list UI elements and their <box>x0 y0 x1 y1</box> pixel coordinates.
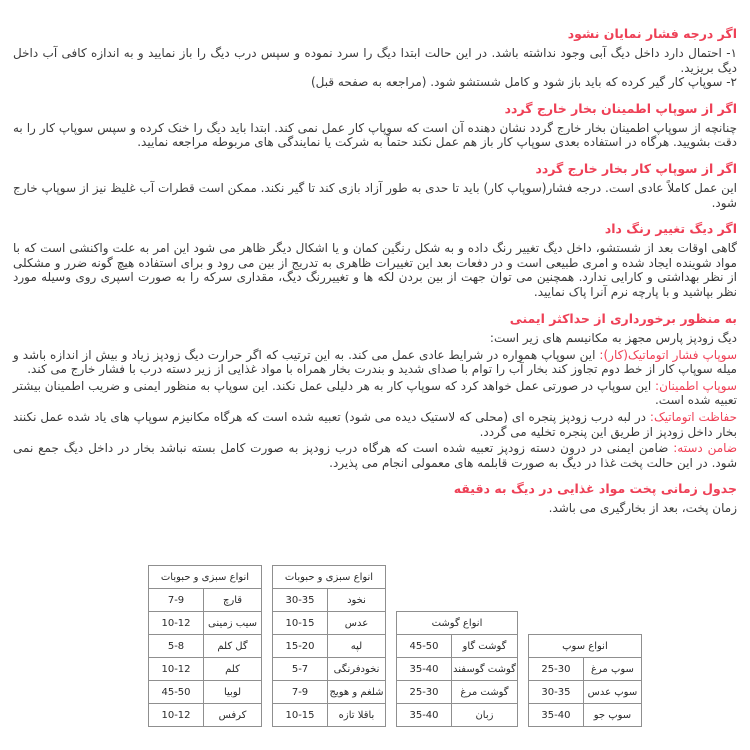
time-cell: 30-35 <box>528 681 583 704</box>
table-row <box>273 589 386 612</box>
mechanism-label: حفاظت اتوماتیک: <box>649 409 737 424</box>
time-cell: 5-8 <box>149 635 204 658</box>
table-row <box>273 612 386 635</box>
mechanism-text: این سوپاپ در صورتی عمل خواهد کرد که سوپاپ کار به هر دلیلی عمل نکند. این سوپاپ به منظور ایمنی و ضریب اطمینان بیشتر تعبیه شده است. <box>13 378 737 408</box>
time-cell: 10-15 <box>273 704 328 727</box>
cooking-time-tables <box>148 565 642 727</box>
table-row <box>149 612 262 635</box>
mechanism-label: سوپاپ اطمینان: <box>655 378 737 393</box>
table-header: انواع سوپ <box>528 635 641 658</box>
time-cell: 25-30 <box>397 681 452 704</box>
mechanism-label: ضامن دسته: <box>673 441 738 456</box>
food-cell: عدس <box>328 612 386 635</box>
table-row <box>149 635 262 658</box>
table-row <box>149 681 262 704</box>
time-cell: 30-35 <box>273 589 328 612</box>
section-heading-pot-discoloration: اگر دیگ تغییر رنگ داد <box>604 221 737 237</box>
table-header-row <box>528 635 641 658</box>
mechanism-label: سوپاپ فشار اتوماتیک(کار): <box>599 347 738 362</box>
mechanism-text: ضامن ایمنی در درون دسته زودپز تعبیه شده است که هرگاه درب زودپز به صورت کامل بسته نباشد بخار در داخل دیگ جمع نمی شود. در این حالت پخت غذا در دیگ به صورت قابلمه های معمولی انجام می پذیرد. <box>13 441 737 470</box>
table-row <box>397 681 518 704</box>
time-cell: 35-40 <box>397 658 452 681</box>
paragraph: ۱- احتمال دارد داخل دیگ آبی وجود نداشته باشد. در این حالت ابتدا دیگ را سرد نموده و سپس درب دیگ را باز نمایید و به اندازه کافی آب داخل دیگ بریزید. <box>13 46 737 75</box>
table-row <box>149 589 262 612</box>
food-cell: گوشت مرغ <box>452 681 518 704</box>
time-cell: 7-9 <box>149 589 204 612</box>
paragraph: گاهی اوقات بعد از شستشو، داخل دیگ تغییر رنگ داده و به شکل رنگین کمان و یا اشکال دیگر ظاهر می شود این امر به علت واکنشی است که با مواد شوینده ایجاد شده و امری طبیعی است و در دفعات بعد این تغییرات ظاهری به تدریج از بین می رود و برای استفاده هیچ گونه ضرر و مشکلی از نظر بهداشتی و کارایی ندارد. همچنین می توان جهت از بین بردن لکه ها و تغییررنگ دیگ، مقداری سرکه را به صورت اسپری روی وسیله مورد نظر بپاشید و با پارچه نرم آنرا پاک نمایید. <box>13 241 737 299</box>
vegetables-legumes-table-2 <box>272 565 386 727</box>
table-row <box>528 658 641 681</box>
time-cell: 5-7 <box>273 658 328 681</box>
food-cell: نخودفرنگی <box>328 658 386 681</box>
table-row <box>273 704 386 727</box>
meat-table <box>396 611 518 727</box>
vegetables-legumes-table-1 <box>148 565 262 727</box>
food-cell: باقلا تازه <box>328 704 386 727</box>
table-header: انواع سبزی و حبوبات <box>273 566 386 589</box>
food-cell: قارچ <box>204 589 262 612</box>
table-row <box>273 681 386 704</box>
section-heading-cooking-time-table: جدول زمانی پخت مواد غذایی در دیگ به دقیقه <box>453 481 737 497</box>
food-cell: گوشت گوسفند <box>452 658 518 681</box>
food-cell: کرفس <box>204 704 262 727</box>
food-cell: کلم <box>204 658 262 681</box>
time-cell: 35-40 <box>528 704 583 727</box>
table-row <box>397 704 518 727</box>
food-cell: سوپ مرغ <box>583 658 641 681</box>
time-cell: 10-12 <box>149 704 204 727</box>
food-cell: سوپ جو <box>583 704 641 727</box>
mechanism-auto-protection <box>13 410 737 439</box>
mechanism-handle-latch <box>13 441 737 470</box>
table-row <box>397 658 518 681</box>
time-cell: 10-15 <box>273 612 328 635</box>
time-cell: 15-20 <box>273 635 328 658</box>
food-cell: گل کلم <box>204 635 262 658</box>
mechanism-auto-pressure-valve <box>13 348 737 377</box>
time-cell: 45-50 <box>397 635 452 658</box>
food-cell: سیب زمینی <box>204 612 262 635</box>
food-cell: زبان <box>452 704 518 727</box>
mechanism-safety-valve <box>13 379 737 408</box>
table-row <box>273 635 386 658</box>
time-cell: 25-30 <box>528 658 583 681</box>
table-header: انواع سبزی و حبوبات <box>149 566 262 589</box>
paragraph: ۲- سوپاپ کار گیر کرده که باید باز شود و کامل شستشو شود. (مراجعه به صفحه قبل) <box>310 75 737 90</box>
table-row <box>528 681 641 704</box>
table-row <box>149 704 262 727</box>
section-heading-working-valve-steam: اگر از سوپاپ کار بخار خارج گردد <box>535 160 737 176</box>
time-cell: 7-9 <box>273 681 328 704</box>
time-cell: 10-12 <box>149 612 204 635</box>
food-cell: لپه <box>328 635 386 658</box>
time-cell: 45-50 <box>149 681 204 704</box>
table-header-row <box>273 566 386 589</box>
table-row <box>528 704 641 727</box>
table-row <box>397 635 518 658</box>
food-cell: نخود <box>328 589 386 612</box>
food-cell: شلغم و هویج <box>328 681 386 704</box>
safety-intro-line: دیگ زودپز پارس مجهز به مکانیسم های زیر است: <box>489 330 737 345</box>
food-cell: لوبیا <box>204 681 262 704</box>
table-header-row <box>397 612 518 635</box>
mechanism-text: این سوپاپ همواره در شرایط عادی عمل می کند. به این ترتیب که اگر حرارت دیگ زودپز زیاد و بیش از اندازه باشد و میله سوپاپ کار از خط دوم تجاوز کند بخار آب را توام با صدای شدید و بندرت بخار همراه با مواد غذایی از زیر دسته درب با فشار خارج می کند. <box>13 347 737 377</box>
food-cell: سوپ عدس <box>583 681 641 704</box>
time-cell: 35-40 <box>397 704 452 727</box>
mechanism-text: در لبه درب زودپز پنجره ای (محلی که لاستیک دیده می شود) تعبیه شده است که هرگاه مکانیزم سوپاپ های یاد شده عمل نکنند بخار داخل زودپز از طریق این پنجره تخلیه می گردد. <box>13 409 737 439</box>
paragraph: این عمل کاملاً عادی است. درجه فشار(سوپاپ کار) باید تا حدی به طور آزاد بازی کند تا گیر نکند. ممکن است قطرات آب غلیظ نیز از سوپاپ خارج شود. <box>13 180 737 210</box>
paragraph: چنانچه از سوپاپ اطمینان بخار خارج گردد نشان دهنده آن است که سوپاپ کار عمل نمی کند. ابتدا باید دیگ را خنک کرده و سپس سوپاپ کار را به دقت بشویید. هرگاه در استفاده بعدی سوپاپ کار باز هم عمل نکند حتماً به شرکت یا نمایندگی های مربوطه مراجعه نمایید. <box>13 120 737 150</box>
table-row <box>273 658 386 681</box>
section-heading-pressure-gauge-not-shown: اگر درجه فشار نمایان نشود <box>567 26 737 41</box>
soup-table <box>528 634 642 727</box>
food-cell: گوشت گاو <box>452 635 518 658</box>
table-header: انواع گوشت <box>397 612 518 635</box>
cooking-time-note: زمان پخت، بعد از بخارگیری می باشد. <box>548 501 737 516</box>
section-heading-safety-valve-steam: اگر از سوپاپ اطمینان بخار خارج گردد <box>504 100 737 116</box>
table-header-row <box>149 566 262 589</box>
time-cell: 10-12 <box>149 658 204 681</box>
table-row <box>149 658 262 681</box>
section-heading-maximum-safety: به منظور برخورداری از حداکثر ایمنی <box>509 310 737 326</box>
